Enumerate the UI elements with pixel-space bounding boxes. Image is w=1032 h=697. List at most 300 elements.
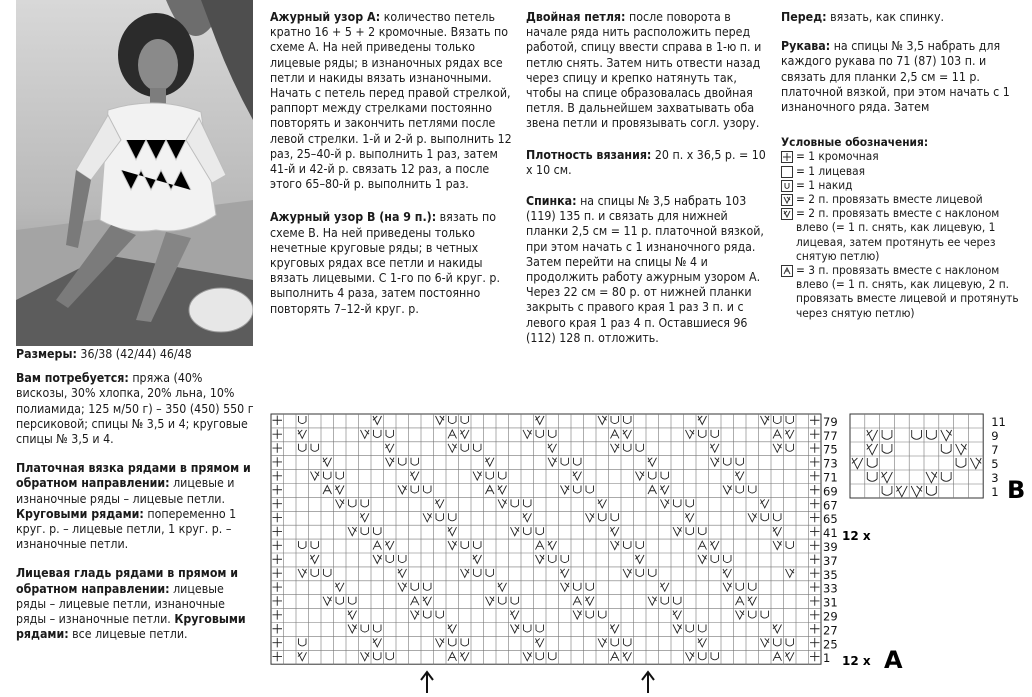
- yarn-over-icon: [461, 444, 469, 452]
- double-loop-text: после поворота в начале ряда нить расположить перед работой, спицу ввести справа в 1-ю п. и петлю снять. Затем нить отвести назад через спицу и крепко натянуть так, чтобы на спице образовалась двойная петля. В дальнейшем захватывать оба звена петли и провязывать согл. узору.: [526, 10, 762, 131]
- yarn-over-icon: [774, 416, 782, 424]
- edge-stitch-icon: [810, 568, 820, 578]
- k2tog-icon: [686, 430, 695, 439]
- cdd-icon: [486, 486, 495, 495]
- ssk-icon: [448, 625, 457, 634]
- ssk-icon: [611, 527, 620, 536]
- k2tog-icon: [636, 472, 645, 481]
- yarn-over-icon: [574, 486, 582, 494]
- ssk-icon: [336, 486, 345, 495]
- edge-stitch-icon: [810, 596, 820, 606]
- yarn-over-icon: [461, 541, 469, 549]
- k2tog-icon: [548, 458, 557, 467]
- yarn-over-icon: [399, 555, 407, 563]
- ssk-icon: [661, 486, 670, 495]
- yarn-over-icon: [549, 555, 557, 563]
- yarn-over-icon: [624, 541, 632, 549]
- cdd-icon: [611, 652, 620, 661]
- yarn-over-icon: [336, 597, 344, 605]
- yarn-over-icon: [674, 499, 682, 507]
- yarn-over-icon: [599, 611, 607, 619]
- yarn-over-icon: [736, 486, 744, 494]
- k2tog-icon: [336, 499, 345, 508]
- ssk-icon: [867, 430, 878, 441]
- chart-arrow-icon: [421, 672, 433, 693]
- edge-stitch-icon: [781, 151, 793, 163]
- yarn-over-icon: [736, 583, 744, 591]
- yarn-over-icon: [299, 416, 307, 424]
- sizes-label: Размеры:: [16, 347, 77, 361]
- yarn-over-icon: [349, 499, 357, 507]
- k2tog-icon: [373, 555, 382, 564]
- k2tog-icon: [761, 416, 770, 425]
- k2tog-icon: [436, 416, 445, 425]
- k2tog-icon: [486, 597, 495, 606]
- k2tog-icon: [323, 597, 332, 606]
- k2tog-icon: [781, 194, 793, 206]
- garter-paragraph: [16, 461, 254, 552]
- yarn-over-icon: [349, 597, 357, 605]
- ssk-icon: [461, 652, 470, 661]
- edge-stitch-icon: [810, 610, 820, 620]
- k2tog-icon: [386, 458, 395, 467]
- legend-item-knit: [781, 164, 1021, 178]
- yarn-over-icon: [524, 499, 532, 507]
- k2tog-icon: [911, 486, 922, 497]
- cdd-icon: [536, 541, 545, 550]
- yarn-over-icon: [912, 430, 922, 439]
- front-label: Перед:: [781, 10, 827, 24]
- k2tog-icon: [711, 458, 720, 467]
- chart-b-grid: [850, 414, 983, 498]
- chart-a-row-number: 73: [823, 456, 838, 471]
- column-1: [16, 347, 254, 651]
- ssk-icon: [723, 569, 732, 578]
- chart-b-label: B: [1007, 476, 1026, 504]
- stockinette-text: лицевые ряды – лицевые петли, изнаночные ряды – изнаночные петли.: [16, 581, 225, 627]
- back-paragraph: [526, 194, 766, 346]
- edge-stitch-icon: [810, 443, 820, 453]
- yarn-over-icon: [636, 569, 644, 577]
- yarn-over-icon: [636, 541, 644, 549]
- yarn-over-icon: [661, 472, 669, 480]
- k2tog-icon: [498, 499, 507, 508]
- yarn-over-icon: [774, 638, 782, 646]
- cdd-icon: [411, 597, 420, 606]
- k2tog-icon: [398, 583, 407, 592]
- k2tog-icon: [773, 541, 782, 550]
- k2tog-icon: [561, 583, 570, 592]
- legend-item-k2tog: [781, 192, 1021, 206]
- k2tog-icon: [586, 513, 595, 522]
- ssk-icon: [711, 541, 720, 550]
- yarn-over-icon: [699, 625, 707, 633]
- k2tog-icon: [648, 597, 657, 606]
- yarn-over-icon: [686, 527, 694, 535]
- yarn-over-icon: [786, 638, 794, 646]
- yarn-over-icon: [449, 638, 457, 646]
- sizes-value: 36/38 (42/44) 46/48: [76, 347, 192, 361]
- sleeves-label: Рукава:: [781, 39, 831, 54]
- ssk-icon: [498, 583, 507, 592]
- lace-b-label: Ажурный узор B (на 9 п.):: [270, 210, 437, 225]
- edge-stitch-icon: [810, 541, 820, 551]
- k2tog-icon: [736, 611, 745, 620]
- front-text: вязать, как спинку.: [826, 10, 945, 24]
- chart-a-row-number: 27: [823, 623, 838, 638]
- legend-text: = 2 п. провязать вместе лицевой: [796, 192, 983, 207]
- edge-stitch-icon: [810, 513, 820, 523]
- yarn-over-icon: [449, 416, 457, 424]
- ssk-icon: [361, 513, 370, 522]
- legend-item-cdd: [781, 263, 1021, 320]
- edge-stitch-icon: [273, 610, 283, 620]
- edge-stitch-icon: [810, 527, 820, 537]
- legend-text: = 3 п. провязать вместе с наклоном влево (= 1 п. снять, как лицевую, 2 п. провязать вместе лицевой и протянуть через снятую петлю): [796, 263, 1019, 320]
- yarn-over-icon: [624, 444, 632, 452]
- column-2: [270, 10, 513, 326]
- k2tog-icon: [598, 416, 607, 425]
- model-photo: [16, 0, 253, 346]
- yarn-over-icon: [311, 444, 319, 452]
- ssk-icon: [523, 513, 532, 522]
- ssk-icon: [511, 611, 520, 620]
- legend-text: = 1 кромочная: [796, 149, 879, 164]
- yarn-over-icon: [499, 472, 507, 480]
- ssk-icon: [386, 444, 395, 453]
- yarn-over-icon: [424, 611, 432, 619]
- yarn-over-icon: [299, 541, 307, 549]
- ssk-icon: [598, 499, 607, 508]
- ssk-icon: [711, 444, 720, 453]
- yarn-over-icon: [636, 444, 644, 452]
- ssk-icon: [498, 486, 507, 495]
- cdd-icon: [773, 652, 782, 661]
- chart-b-row-numbers: [991, 415, 1006, 499]
- yarn-over-icon: [511, 597, 519, 605]
- ssk-icon: [311, 555, 320, 564]
- ssk-icon: [448, 527, 457, 536]
- k2tog-icon: [411, 611, 420, 620]
- k2tog-icon: [673, 625, 682, 634]
- edge-stitch-icon: [273, 624, 283, 634]
- yarn-over-icon: [649, 472, 657, 480]
- yarn-over-icon: [311, 541, 319, 549]
- k2tog-icon: [473, 472, 482, 481]
- edge-stitch-icon: [273, 429, 283, 439]
- ssk-icon: [548, 444, 557, 453]
- chart-a-grid: [271, 414, 821, 664]
- cdd-icon: [736, 597, 745, 606]
- ssk-icon: [398, 569, 407, 578]
- edge-stitch-icon: [810, 624, 820, 634]
- cdd-icon: [698, 541, 707, 550]
- ssk-icon: [736, 472, 745, 481]
- chart-b-row-number: 5: [991, 457, 999, 471]
- yarn-over-icon: [941, 472, 951, 481]
- chart-b-row-number: 9: [991, 429, 999, 443]
- ssk-icon: [573, 472, 582, 481]
- yarn-over-icon: [786, 444, 794, 452]
- yarn-over-icon: [674, 597, 682, 605]
- ssk-icon: [648, 458, 657, 467]
- stockinette-round-text: все лицевые петли.: [68, 627, 188, 642]
- yarn-over-icon: [941, 444, 951, 453]
- ssk-icon: [882, 472, 893, 483]
- chart-a-row-number: 29: [823, 609, 838, 624]
- chart-a-repeat-note: 12 x: [842, 529, 871, 543]
- chart-a-row-number: 67: [823, 498, 838, 513]
- yarn-over-icon: [611, 416, 619, 424]
- yarn-over-icon: [599, 513, 607, 521]
- yarn-over-icon: [586, 611, 594, 619]
- yarn-over-icon: [882, 430, 892, 439]
- chart-a-row-number: 65: [823, 512, 838, 527]
- yarn-over-icon: [724, 458, 732, 466]
- chart-b-row-number: 1: [991, 485, 999, 499]
- ssk-icon: [636, 555, 645, 564]
- k2tog-icon: [611, 444, 620, 453]
- edge-stitch-icon: [273, 568, 283, 578]
- edge-stitch-icon: [273, 596, 283, 606]
- chart-a-row-number: 25: [823, 637, 838, 652]
- yarn-over-icon: [374, 625, 382, 633]
- k2tog-icon: [298, 569, 307, 578]
- garter-text: лицевые и изнаночные ряды – лицевые петли.: [16, 476, 235, 506]
- cdd-icon: [611, 430, 620, 439]
- chart-a-row-number: 37: [823, 553, 838, 568]
- double-loop-label: Двойная петля:: [526, 10, 626, 24]
- yarn-over-icon: [549, 430, 557, 438]
- yarn-over-icon: [882, 486, 892, 495]
- garter-round-label: Круговыми рядами:: [16, 506, 144, 521]
- chart-a-row-number: 75: [823, 442, 838, 457]
- cdd-icon: [373, 541, 382, 550]
- yarn-over-icon: [299, 638, 307, 646]
- edge-stitch-icon: [273, 638, 283, 648]
- sizes-paragraph: [16, 347, 254, 362]
- yarn-over-icon: [686, 625, 694, 633]
- k2tog-icon: [448, 444, 457, 453]
- yarn-over-icon: [386, 555, 394, 563]
- yarn-over-icon: [586, 486, 594, 494]
- k2tog-icon: [523, 652, 532, 661]
- k2tog-icon: [423, 513, 432, 522]
- yarn-over-icon: [927, 430, 937, 439]
- yarn-over-icon: [361, 625, 369, 633]
- legend-text: = 1 лицевая: [796, 163, 865, 178]
- legend-item-yo: [781, 178, 1021, 192]
- ssk-icon: [298, 652, 307, 661]
- ssk-icon: [611, 625, 620, 634]
- ssk-icon: [773, 625, 782, 634]
- materials-paragraph: [16, 371, 254, 447]
- yarn-over-icon: [499, 597, 507, 605]
- ssk-icon: [773, 527, 782, 536]
- ssk-icon: [561, 569, 570, 578]
- ssk-icon: [867, 444, 878, 455]
- k2tog-icon: [573, 611, 582, 620]
- chart-a-frame: [271, 414, 821, 664]
- ssk-icon: [336, 583, 345, 592]
- chart-a-row-number: 33: [823, 581, 838, 596]
- yarn-over-icon: [524, 625, 532, 633]
- yarn-over-icon: [661, 597, 669, 605]
- ssk-icon: [623, 652, 632, 661]
- lace-b-paragraph: [270, 210, 513, 316]
- yarn-over-icon: [736, 458, 744, 466]
- chart-a-row-number: 41: [823, 526, 838, 541]
- yarn-over-icon: [749, 583, 757, 591]
- k2tog-icon: [348, 625, 357, 634]
- yarn-over-icon: [882, 444, 892, 453]
- yarn-over-icon: [699, 430, 707, 438]
- chart-a-row-number: 31: [823, 595, 838, 610]
- ssk-icon: [748, 597, 757, 606]
- yarn-over-icon: [699, 527, 707, 535]
- yarn-over-icon: [536, 625, 544, 633]
- yarn-over-icon: [336, 472, 344, 480]
- ssk-icon: [536, 416, 545, 425]
- gauge-label: Плотность вязания:: [526, 147, 652, 162]
- k2tog-icon: [436, 638, 445, 647]
- yarn-over-icon: [361, 527, 369, 535]
- ssk-icon: [781, 208, 793, 220]
- edge-stitch-icon: [273, 416, 283, 426]
- yarn-over-icon: [611, 513, 619, 521]
- yarn-over-icon: [411, 458, 419, 466]
- edge-stitch-icon: [273, 499, 283, 509]
- yarn-over-icon: [686, 499, 694, 507]
- materials-text: пряжа (40% вискозы, 30% хлопка, 20% льна, 10% полиамида; 125 м/50 г) – 350 (450) 550 г персиковой; спицы № 3,5 и 4; круговые спицы № 3,5 и 4.: [16, 371, 254, 447]
- back-label: Спинка:: [526, 194, 577, 209]
- chart-a-row-number: 71: [823, 470, 838, 485]
- yarn-over-icon: [574, 458, 582, 466]
- yarn-over-icon: [649, 569, 657, 577]
- ssk-icon: [373, 416, 382, 425]
- yarn-over-icon: [436, 611, 444, 619]
- chart-b-row-number: 7: [991, 443, 999, 457]
- k2tog-icon: [523, 430, 532, 439]
- cdd-icon: [323, 486, 332, 495]
- ssk-icon: [298, 430, 307, 439]
- k2tog-icon: [698, 555, 707, 564]
- cdd-icon: [781, 265, 793, 277]
- edge-stitch-icon: [810, 555, 820, 565]
- ssk-icon: [486, 458, 495, 467]
- edge-stitch-icon: [273, 485, 283, 495]
- k2tog-icon: [761, 638, 770, 647]
- yarn-over-icon: [324, 569, 332, 577]
- back-text: на спицы № 3,5 набрать 103 (119) 135 п. и связать для нижней планки 2,5 см = 11 р. платочной вязкой, при этом начать с 1 изнаночного ряда. Затем перейти на спицы № 4 и продолжить работу ажурным узором А. Через 22 см = 80 р. от нижней планки закрыть с правого края 1 раз 3 п. и с левого края 1 раз 4 п. Оставшиеся 96 (112) 128 п. отложить.: [526, 194, 764, 345]
- k2tog-icon: [786, 569, 795, 578]
- yarn-over-icon: [561, 458, 569, 466]
- chart-a-row-number: 1: [823, 651, 831, 666]
- yarn-over-icon: [786, 541, 794, 549]
- yarn-over-icon: [324, 472, 332, 480]
- legend: [781, 135, 1021, 320]
- stockinette-round-label: Круговыми рядами:: [16, 612, 246, 642]
- edge-stitch-icon: [810, 471, 820, 481]
- stockinette-label: Лицевая гладь рядами в прямом и обратном направлении:: [16, 566, 239, 596]
- lace-a-paragraph: [270, 10, 513, 192]
- gauge-text: 20 п. х 36,5 р. = 10 х 10 см.: [526, 147, 766, 177]
- cdd-icon: [573, 597, 582, 606]
- yarn-over-icon: [361, 499, 369, 507]
- yarn-over-icon: [386, 430, 394, 438]
- front-paragraph: [781, 10, 1021, 25]
- yarn-over-icon: [624, 638, 632, 646]
- chart-a-row-number: 35: [823, 567, 838, 582]
- yarn-over-icon: [486, 569, 494, 577]
- k2tog-icon: [748, 513, 757, 522]
- k2tog-icon: [723, 486, 732, 495]
- chart-arrow-icon: [642, 672, 654, 693]
- ssk-icon: [852, 458, 863, 469]
- legend-item-ssk: [781, 206, 1021, 263]
- k2tog-icon: [561, 486, 570, 495]
- edge-stitch-icon: [810, 638, 820, 648]
- cdd-icon: [648, 486, 657, 495]
- garter-label: Платочная вязка рядами в прямом и обратном направлении:: [16, 461, 251, 491]
- yarn-over-icon: [774, 513, 782, 521]
- yarn-over-icon: [956, 458, 966, 467]
- yarn-over-icon: [399, 458, 407, 466]
- edge-stitch-icon: [273, 527, 283, 537]
- yarn-over-icon: [574, 583, 582, 591]
- yarn-over-icon: [786, 416, 794, 424]
- yarn-over-icon: [711, 555, 719, 563]
- k2tog-icon: [511, 625, 520, 634]
- ssk-icon: [373, 638, 382, 647]
- chart-a-row-number: 79: [823, 414, 838, 429]
- column-4: [781, 10, 1021, 320]
- yarn-over-icon: [311, 569, 319, 577]
- yarn-over-icon: [761, 611, 769, 619]
- lace-a-text: количество петель кратно 16 + 5 + 2 кромочные. Вязать по схеме А. На ней приведены только лицевые ряды; в изнаночных рядах все петли и накиды вязать изнаночными. Начать с петель перед правой стрелкой, раппорт между стрелками постоянно повторять и закончить петлями после левой стрелки. 1-й и 2-й р. выполнить 12 раз, 25–40-й р. выполнить 1 раз, затем 41-й и 42-й р. связать 12 раз, а после этого 65–80-й р. выполнить 1 раз.: [270, 10, 512, 192]
- edge-stitch-icon: [273, 443, 283, 453]
- ssk-icon: [786, 430, 795, 439]
- edge-stitch-icon: [810, 485, 820, 495]
- k2tog-icon: [598, 638, 607, 647]
- yarn-over-icon: [586, 583, 594, 591]
- ssk-icon: [786, 652, 795, 661]
- edge-stitch-icon: [810, 429, 820, 439]
- yarn-over-icon: [761, 513, 769, 521]
- yarn-over-icon: [549, 652, 557, 660]
- edge-stitch-icon: [810, 499, 820, 509]
- edge-stitch-icon: [273, 471, 283, 481]
- edge-stitch-icon: [810, 652, 820, 662]
- ssk-icon: [623, 430, 632, 439]
- yarn-over-icon: [449, 513, 457, 521]
- yarn-over-icon: [474, 569, 482, 577]
- yarn-over-icon: [561, 555, 569, 563]
- sleeves-text: на спицы № 3,5 набрать для каждого рукава по 71 (87) 103 п. и связать для планки 2,5 см = 11 р. платочной вязкой, при этом начать с 1 изнаночного ряда. Затем: [781, 39, 1010, 115]
- chart-a-label: A: [884, 646, 903, 674]
- chart-a-row-number: 69: [823, 484, 838, 499]
- ssk-icon: [473, 555, 482, 564]
- ssk-icon: [586, 597, 595, 606]
- edge-stitch-icon: [810, 582, 820, 592]
- k2tog-icon: [348, 527, 357, 536]
- yarn-over-icon: [699, 652, 707, 660]
- k2tog-icon: [461, 569, 470, 578]
- yarn-over-icon: [299, 444, 307, 452]
- edge-stitch-icon: [273, 541, 283, 551]
- legend-text: = 2 п. провязать вместе с наклоном влево (= 1 п. снять, как лицевую, 1 лицевая, затем протянуть ее через снятую петлю): [796, 206, 1000, 263]
- double-loop-paragraph: [526, 10, 766, 132]
